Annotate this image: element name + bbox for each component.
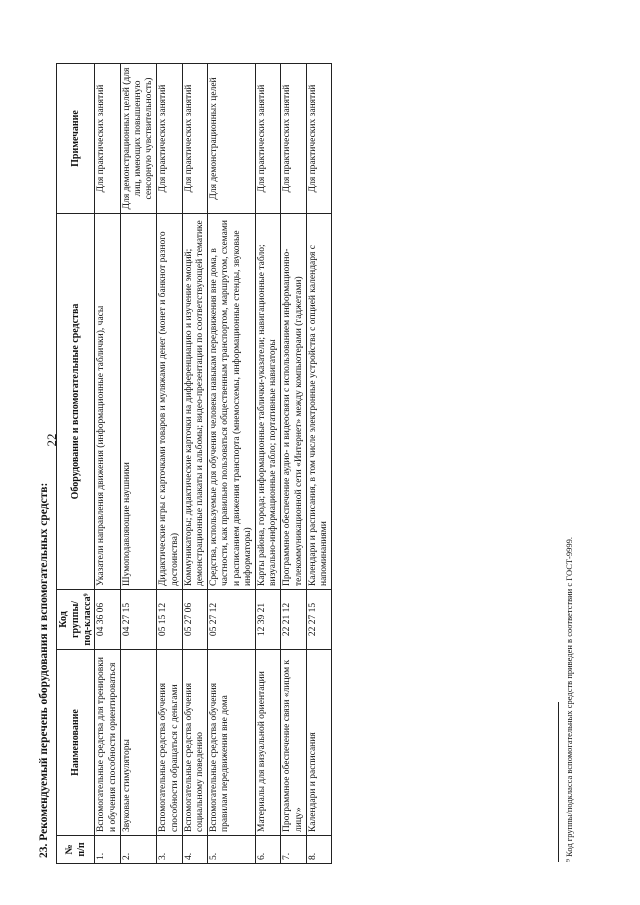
row-num: 5. [208,836,256,864]
row-equipment: Средства, используемые для обучения человека навыкам передвижения вне дома, в частности, как правильно пользоваться общественным транспортом, маршрутом, схемами и расписанием движения транспорта (мнемосхемы, информационные стенды, звуковые информаторы) [208,214,256,590]
row-name: Материалы для визуальной ориентации [256,650,281,836]
row-equipment: Календари и расписания, в том числе электронные устройства с опцией календаря с напоминаниями [306,214,331,590]
table-row [182,64,207,864]
row-code: 05 27 06 [182,590,207,650]
header-num: № п/п [57,836,95,864]
row-equipment: Указатели направления движения (информационные таблички), часы [95,214,120,590]
document-sheet [20,32,620,872]
section-heading: 23. Рекомендуемый перечень оборудования и вспомогательных средств: [38,482,50,858]
row-code: 04 36 06 [95,590,120,650]
equipment-table [56,63,332,864]
header-note: Примечание [57,64,95,214]
row-equipment: Программное обеспечение аудио- и видеосвязи с использованием информационно-телекоммуникационной сети «Интернет» между компьютерами (гаджетами) [281,214,306,590]
row-note: Для практических занятий [306,64,331,214]
footnote: ⁹ Код группы/подкласса вспомогательных средств приведен в соответствии с ГОСТ-9999. [564,536,574,862]
row-note: Для демонстрационных целей (для лиц, имеющих повышенную сенсорную чувствительность) [120,64,157,214]
row-num: 6. [256,836,281,864]
table-row [281,64,306,864]
table-row [208,64,256,864]
row-name: Программное обеспечение связи «лицом к лицу» [281,650,306,836]
row-note: Для демонстрационных целей [208,64,256,214]
row-equipment: Дидактические игры с карточками товаров и муляжами денег (монет и банкнот разного достоинства) [157,214,182,590]
row-equipment: Коммуникаторы; дидактические карточки на дифференциацию и изучение эмоций; демонстрационные плакаты и альбомы; видео-презентации по соответствующей тематике [182,214,207,590]
table-row [95,64,120,864]
row-num: 8. [306,836,331,864]
table-row [157,64,182,864]
row-code: 04 27 15 [120,590,157,650]
row-note: Для практических занятий [182,64,207,214]
table-header-row [57,64,95,864]
row-num: 1. [95,836,120,864]
row-code: 22 21 12 [281,590,306,650]
row-note: Для практических занятий [157,64,182,214]
row-equipment: Шумоподавляющие наушники [120,214,157,590]
row-code: 12 39 21 [256,590,281,650]
row-note: Для практических занятий [95,64,120,214]
row-name: Вспомогательные средства обучения правилам передвижения вне дома [208,650,256,836]
row-note: Для практических занятий [256,64,281,214]
row-num: 7. [281,836,306,864]
row-equipment: Карты района, города; информационные таблички-указатели; навигационные табло; визуально-информационные табло; портативные навигаторы [256,214,281,590]
row-code: 22 27 15 [306,590,331,650]
page-number: 22 [44,433,59,447]
table-row [306,64,331,864]
table-row [120,64,157,864]
row-name: Вспомогательные средства для тренировки и обучения способности ориентироваться [95,650,120,836]
row-code: 05 27 12 [208,590,256,650]
row-num: 3. [157,836,182,864]
row-name: Вспомогательные средства обучения социальному поведению [182,650,207,836]
row-num: 2. [120,836,157,864]
header-equipment: Оборудование и вспомогательные средства [57,214,95,590]
row-name: Звуковые стимуляторы [120,650,157,836]
header-name: Наименование [57,650,95,836]
row-name: Календари и расписания [306,650,331,836]
row-code: 05 15 12 [157,590,182,650]
table-row [256,64,281,864]
row-note: Для практических занятий [281,64,306,214]
header-code: Код группы/под-класса⁹ [57,590,95,650]
row-num: 4. [182,836,207,864]
footnote-divider [558,702,559,862]
row-name: Вспомогательные средства обучения способности обращаться с деньгами [157,650,182,836]
